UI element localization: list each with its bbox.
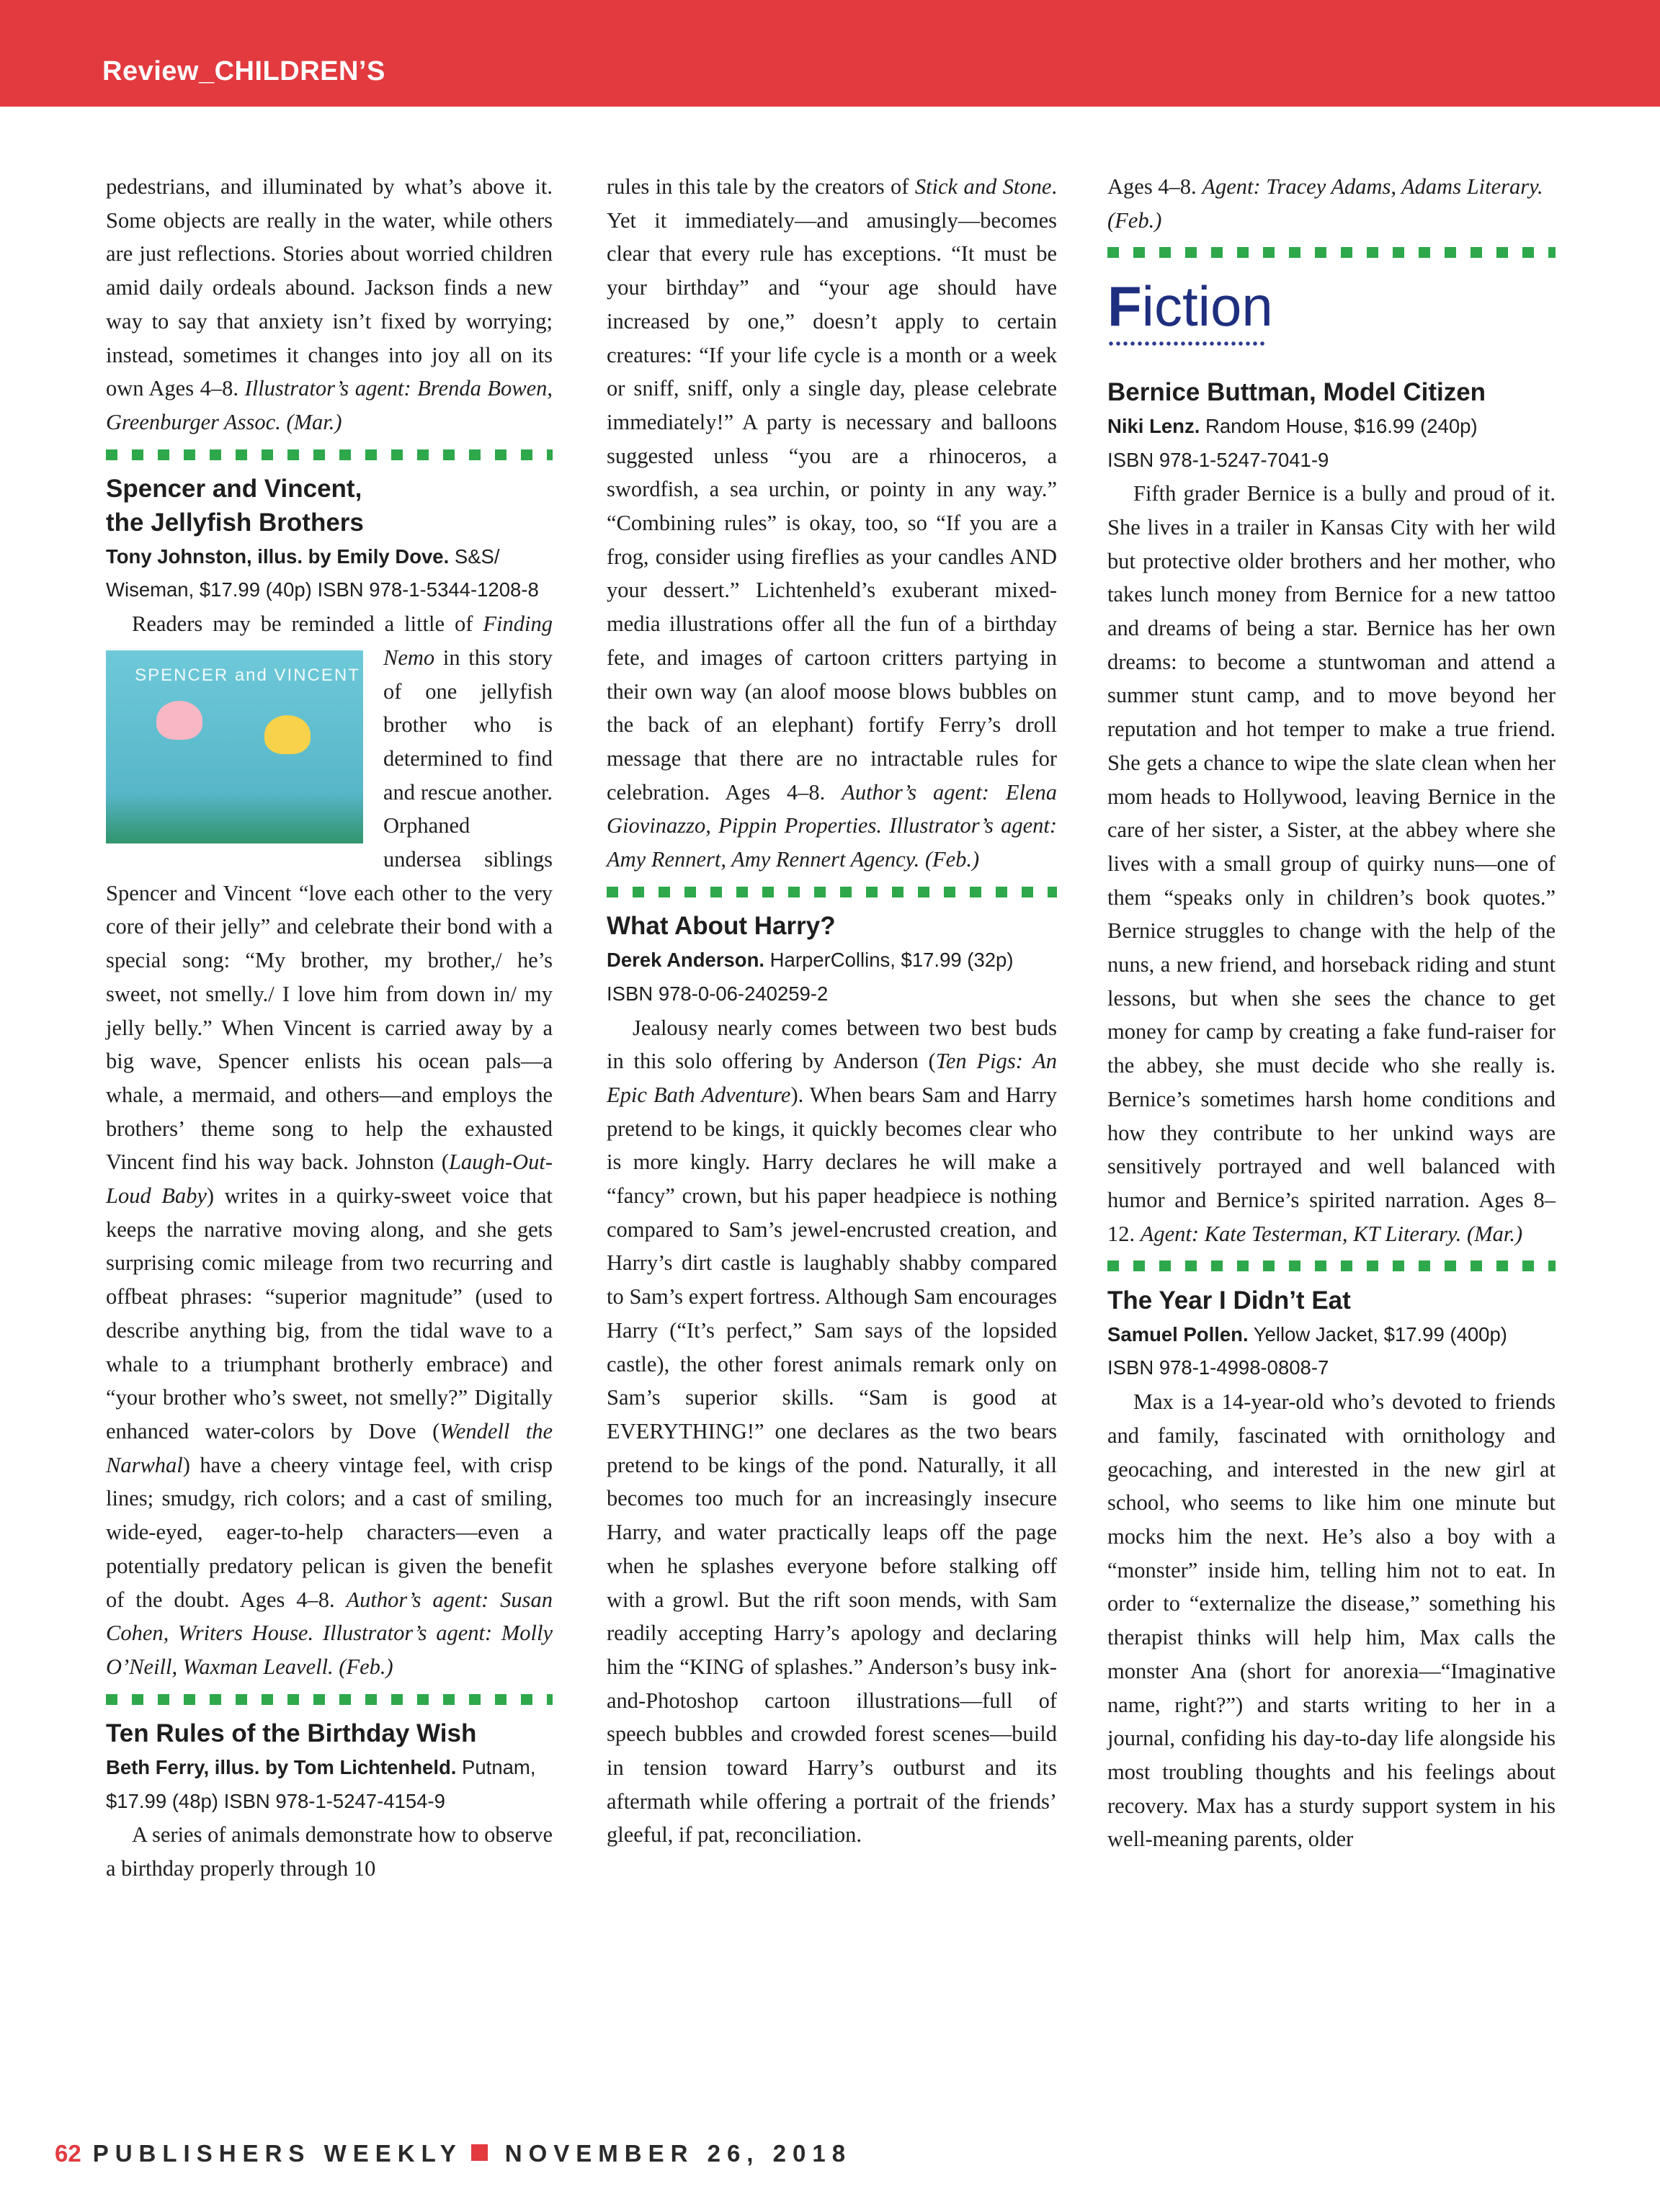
- review-separator: [607, 877, 1057, 910]
- review-separator: [106, 439, 553, 473]
- page-footer: [55, 2139, 852, 2168]
- review-title: The Year I Didn’t Eat: [1107, 1286, 1351, 1315]
- review-continuation: pedestrians, and illuminated by what’s above it. Some objects are really in the water, while others are just reflections. Stories about worried children amid daily ordeals abound. Jackson finds a new way to say that anxiety isn’t fixed by worrying; instead, sometimes it changes into joy all on its own Ages 4–8. Illustrator’s agent: Brenda Bowen, Greenburger Assoc. (Mar.): [106, 174, 553, 434]
- review-continuation: rules in this tale by the creators of Stick and Stone. Yet it immediately—and amusingly—becomes clear that every rule has exceptions. “It must be your birthday” and “your age should have increased by one,” doesn’t apply to certain creatures: “If your life cycle is a month or a week or sniff, sniff, only a single day, please celebrate immediately!” A party is necessary and balloons suggested unless “you are a rhinoceros, a swordfish, a sea urchin, or pointy in any way.” “Combining rules” is okay, too, so “If you are a frog, consider using fireflies as your candles AND your dessert.” Lichtenheld’s exuberant mixed-media illustrations offer all the fun of a birthday fete, and images of cartoon critters partying in their own way (an aloof moose blows bubbles on the back of an elephant) fortify Ferry’s droll message that there are no intractable rules for celebration. Ages 4–8. Author’s agent: Elena Giovinazzo, Pippin Properties. Illustrator’s agent: Amy Rennert, Amy Rennert Agency. (Feb.): [607, 174, 1057, 872]
- review-body: Fifth grader Bernice is a bully and proud of it. She lives in a trailer in Kansas City with her wild but protective older brothers and her mother, who takes lunch money from Bernice for a new tattoo and dreams of being a star. Bernice has her own dreams: to become a stuntwoman and attend a summer stunt camp, and to move beyond her reputation and hot temper to make a true friend. She gets a chance to wipe the slate clean when her mom heads to Hollywood, leaving Bernice in the care of her sister, a Sister, at the abbey where she lives with a small group of quirky nuns—one of them “speaks only in children’s book quotes.” Bernice struggles to change with the help of the nuns, a new friend, and horseback riding and stunt lessons, but when she sees the chance to get money for camp by creating a fake fund-raiser for the abbey, she must decide who she really is. Bernice’s sometimes harsh home conditions and how they contribute to her unkind ways are sensitively portrayed and well balanced with humor and Bernice’s spirited narration. Ages 8–12. Agent: Kate Testerman, KT Literary. (Mar.): [1107, 481, 1556, 1246]
- review-meta: Tony Johnston, illus. by Emily Dove. S&S/ Wiseman, $17.99 (40p) ISBN 978-1-5344-1208-8: [106, 545, 539, 601]
- header-bar: [0, 0, 1660, 107]
- footer-square-icon: [471, 2144, 488, 2161]
- page-number: 62: [55, 2140, 81, 2167]
- section-heading-fiction: Fiction: [1107, 277, 1556, 346]
- review-separator: [106, 1684, 553, 1718]
- column-3: [1107, 170, 1556, 1856]
- review-separator: [1107, 237, 1556, 271]
- review-meta: Niki Lenz. Random House, $16.99 (240p): [1107, 414, 1478, 437]
- review-title: Bernice Buttman, Model Citizen: [1107, 378, 1486, 407]
- review-meta: Beth Ferry, illus. by Tom Lichtenheld. Putnam, $17.99 (48p) ISBN 978-1-5247-4154-9: [106, 1756, 536, 1812]
- issue-date: NOVEMBER 26, 2018: [504, 2140, 852, 2167]
- publication-name: PUBLISHERS WEEKLY: [92, 2140, 463, 2167]
- review-separator: [1107, 1250, 1556, 1284]
- review-body: Jealousy nearly comes between two best buds in this solo offering by Anderson (Ten Pigs: An Epic Bath Adventure). When bears Sam and Harry pretend to be kings, it quickly becomes clear who is more kingly. Harry declares he will make a “fancy” crown, but his paper headpiece is nothing compared to Sam’s jewel-encrusted creation, and Harry’s dirt castle is laughably shabby compared to Sam’s expert fortress. Although Sam encourages Harry (“It’s perfect,” Sam says of the lopsided castle), the other forest animals remark only on Sam’s superior skills. “Sam is good at EVERYTHING!” one declares as the two bears pretend to be kings of the pond. Naturally, it all becomes too much for an increasingly insecure Harry, and water practically leaps off the page when he splashes everyone before stalking off with a growl. But the rift soon mends, with Sam readily accepting Harry’s apology and declaring him the “KING of splashes.” Anderson’s busy ink-and-Photoshop cartoon illustrations—full of speech bubbles and crowded forest scenes—build in tension toward Harry’s outburst and its aftermath while offering a portrait of the friends’ gleeful, if pat, reconciliation.: [607, 1015, 1057, 1848]
- review-continuation: Ages 4–8. Agent: Tracey Adams, Adams Literary. (Feb.): [1107, 174, 1543, 233]
- review-title: Spencer and Vincent, the Jellyfish Brothers: [106, 475, 364, 537]
- book-cover-image: SPENCER and VINCENT: [106, 650, 363, 843]
- review-meta: Samuel Pollen. Yellow Jacket, $17.99 (400p): [1107, 1322, 1507, 1345]
- review-isbn: ISBN 978-1-4998-0808-7: [1107, 1356, 1329, 1379]
- review-body: Max is a 14-year-old who’s devoted to friends and family, fascinated with ornithology and geocaching, and interested in the new girl at school, who seems to like him one minute but mocks him the next. He’s also a boy with a “monster” inside him, telling him not to eat. In order to “externalize the disease,” something his therapist thinks will help him, Max calls the monster Ana (short for anorexia—“Imaginative name, right?”) and starts writing to her in a journal, confiding his day-to-day life alongside his most troubling thoughts and his feelings about recovery. Max has a sturdy support system in his well-meaning parents, older: [1107, 1389, 1556, 1852]
- review-body: Readers may be reminded a little of Finding Nemo SPENCER and VINCENT in this story of one jellyfish brother who is determined to find and rescue another. Orphaned undersea siblings Spencer and Vincent “love each other to the very core of their jelly” and celebrate their bond with a special song: “My brother, my brother,/ he’s sweet, not smelly./ I love him from down in/ my jelly belly.” When Vincent is carried away by a big wave, Spencer enlists his ocean pals—a whale, a mermaid, and others—and employs the brothers’ theme song to help the exhausted Vincent find his way back. Johnston (Laugh-Out-Loud Baby) writes in a quirky-sweet voice that keeps the narrative moving along, and she gets surprising comic mileage from two recurring and offbeat phrases: “superior magnitude” (used to describe anything big, from the tidal wave to a whale to a triumphant brotherly embrace) and “your brother who’s sweet, not smelly?” Digitally enhanced water-colors by Dove (Wendell the Narwhal) have a cheery vintage feel, with crisp lines; smudgy, rich colors; and a cast of smiling, wide-eyed, eager-to-help characters—even a potentially predatory pelican is given the benefit of the doubt. Ages 4–8. Author’s agent: Susan Cohen, Writers House. Illustrator’s agent: Molly O’Neill, Waxman Leavell. (Feb.): [106, 612, 553, 1679]
- column-2: [607, 170, 1057, 1852]
- review-title: Ten Rules of the Birthday Wish: [106, 1719, 477, 1748]
- review-meta: Derek Anderson. HarperCollins, $17.99 (32p): [607, 949, 1014, 972]
- review-isbn: ISBN 978-1-5247-7041-9: [1107, 448, 1329, 471]
- review-title: What About Harry?: [607, 912, 836, 941]
- review-isbn: ISBN 978-0-06-240259-2: [607, 982, 829, 1005]
- column-1: [106, 170, 553, 1886]
- review-body: A series of animals demonstrate how to observe a birthday properly through 10: [106, 1822, 553, 1881]
- section-label: Review_CHILDREN’S: [102, 56, 385, 86]
